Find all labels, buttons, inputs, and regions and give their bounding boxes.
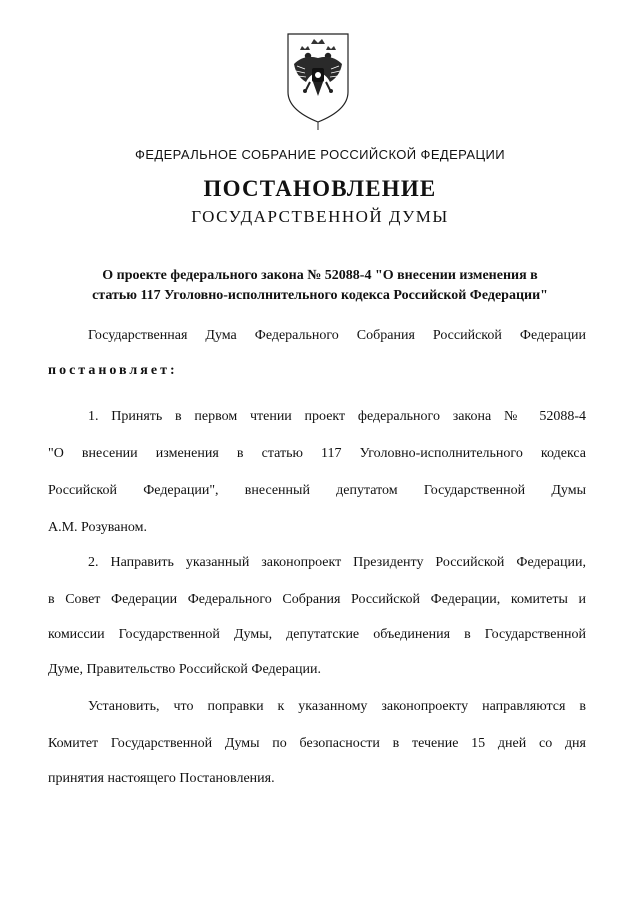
document-type-title: ПОСТАНОВЛЕНИЕ <box>203 176 437 201</box>
preamble-paragraph: Государственная Дума Федерального Собрания Российской Федерации <box>88 328 586 343</box>
item1-line: 1. Принять в первом чтении проект федерального закона № 52088-4 <box>88 409 586 424</box>
item2-line: Думе, Правительство Российской Федерации. <box>48 662 322 677</box>
item3-line: принятия настоящего Постановления. <box>48 771 275 786</box>
document-issuer: ГОСУДАРСТВЕННОЙ ДУМЫ <box>191 207 449 226</box>
resolves-label: постановляет: <box>48 363 178 378</box>
item3-line: Комитет Государственной Думы по безопасности в течение 15 дней со дня <box>48 736 586 751</box>
item1-line: А.М. Розуваном. <box>48 520 147 535</box>
subject-line: статью 117 Уголовно-исполнительного кодекса Российской Федерации" <box>92 288 548 303</box>
item3-line: Установить, что поправки к указанному законопроекту направляются в <box>88 699 586 714</box>
organization-name: ФЕДЕРАЛЬНОЕ СОБРАНИЕ РОССИЙСКОЙ ФЕДЕРАЦИИ <box>135 147 505 162</box>
item2-line: в Совет Федерации Федерального Собрания Российской Федерации, комитеты и <box>48 592 586 607</box>
item2-line: 2. Направить указанный законопроект Президенту Российской Федерации, <box>88 555 586 570</box>
item2-line: комиссии Государственной Думы, депутатские объединения в Государственной <box>48 627 586 642</box>
item1-line: Российской Федерации", внесенный депутатом Государственной Думы <box>48 483 586 498</box>
coat-of-arms-emblem <box>280 30 356 130</box>
item1-line: "О внесении изменения в статью 117 Уголовно-исполнительного кодекса <box>48 446 586 461</box>
coat-of-arms-icon <box>280 30 356 130</box>
subject-line: О проекте федерального закона № 52088-4 "О внесении изменения в <box>102 268 538 283</box>
document-subject <box>40 266 600 306</box>
